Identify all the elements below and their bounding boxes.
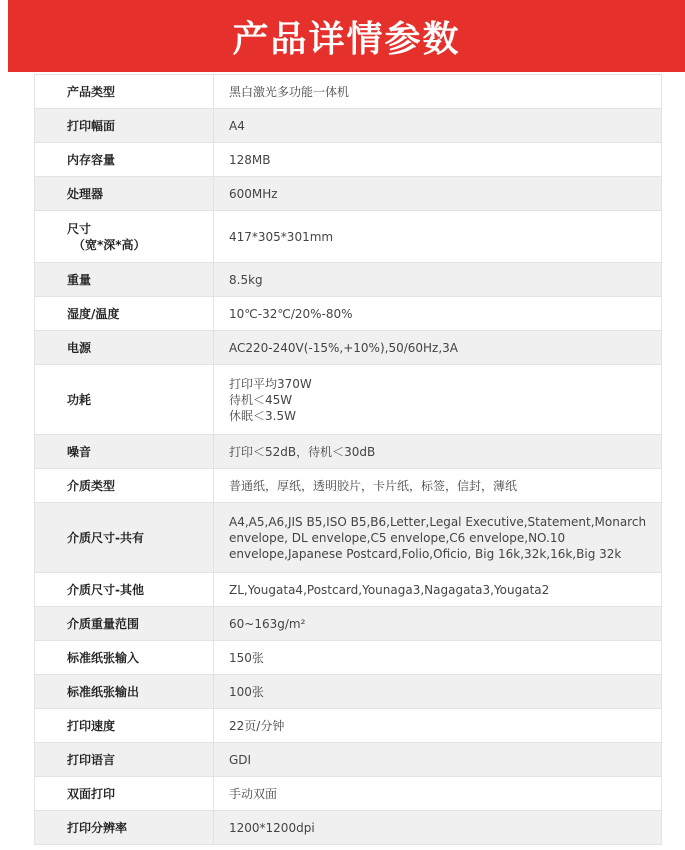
spec-row bbox=[35, 709, 662, 743]
spec-label-cell bbox=[35, 211, 214, 263]
spec-row bbox=[35, 331, 662, 365]
spec-value: 手动双面 bbox=[214, 777, 662, 811]
spec-row bbox=[35, 743, 662, 777]
spec-value: ZL,Yougata4,Postcard,Younaga3,Nagagata3,Yougata2 bbox=[214, 573, 662, 607]
spec-label: 介质重量范围 bbox=[35, 607, 214, 641]
spec-row bbox=[35, 811, 662, 845]
spec-value: 417*305*301mm bbox=[214, 211, 662, 263]
spec-label: 打印幅面 bbox=[35, 109, 214, 143]
spec-value: A4,A5,A6,JIS B5,ISO B5,B6,Letter,Legal Executive,Statement,Monarch envelope, DL envelope,C5 envelope,C6 envelope,NO.10 envelope,Japanese Postcard,Folio,Oficio, Big 16k,32k,16k,Big 32k bbox=[214, 503, 662, 573]
spec-row bbox=[35, 469, 662, 503]
spec-value: 150张 bbox=[214, 641, 662, 675]
spec-value: AC220-240V(-15%,+10%),50/60Hz,3A bbox=[214, 331, 662, 365]
spec-label: 产品类型 bbox=[35, 75, 214, 109]
spec-label: 标准纸张输入 bbox=[35, 641, 214, 675]
spec-row bbox=[35, 365, 662, 435]
spec-label: 尺寸 bbox=[67, 221, 92, 236]
page-title: 产品详情参数 bbox=[232, 18, 461, 60]
spec-row bbox=[35, 503, 662, 573]
spec-row bbox=[35, 297, 662, 331]
spec-row bbox=[35, 435, 662, 469]
spec-value: 22页/分钟 bbox=[214, 709, 662, 743]
spec-value: 1200*1200dpi bbox=[214, 811, 662, 845]
spec-row bbox=[35, 675, 662, 709]
spec-row bbox=[35, 75, 662, 109]
spec-row bbox=[35, 641, 662, 675]
spec-value: 10℃-32℃/20%-80% bbox=[214, 297, 662, 331]
spec-label: 重量 bbox=[35, 263, 214, 297]
spec-label: 打印分辨率 bbox=[35, 811, 214, 845]
spec-row bbox=[35, 177, 662, 211]
spec-label: 湿度/温度 bbox=[35, 297, 214, 331]
spec-label: 噪音 bbox=[35, 435, 214, 469]
spec-row bbox=[35, 607, 662, 641]
spec-value: 黑白激光多功能一体机 bbox=[214, 75, 662, 109]
spec-row bbox=[35, 777, 662, 811]
spec-label: 介质类型 bbox=[35, 469, 214, 503]
spec-label: 功耗 bbox=[35, 365, 214, 435]
spec-label: 内存容量 bbox=[35, 143, 214, 177]
spec-value: 100张 bbox=[214, 675, 662, 709]
spec-value: 普通纸，厚纸，透明胶片，卡片纸，标签，信封，薄纸 bbox=[214, 469, 662, 503]
spec-value-line: 待机＜45W bbox=[229, 392, 293, 407]
spec-label: 打印速度 bbox=[35, 709, 214, 743]
spec-value: 128MB bbox=[214, 143, 662, 177]
spec-label: 标准纸张输出 bbox=[35, 675, 214, 709]
spec-row bbox=[35, 143, 662, 177]
spec-row bbox=[35, 263, 662, 297]
spec-label: 电源 bbox=[35, 331, 214, 365]
spec-value-line: 休眠＜3.5W bbox=[229, 408, 296, 423]
spec-value-line: 打印平均370W bbox=[229, 376, 312, 391]
spec-label: 打印语言 bbox=[35, 743, 214, 777]
spec-label: 介质尺寸-共有 bbox=[35, 503, 214, 573]
spec-row bbox=[35, 211, 662, 263]
spec-row bbox=[35, 573, 662, 607]
spec-value: 600MHz bbox=[214, 177, 662, 211]
header-banner bbox=[8, 0, 685, 72]
spec-value-lines bbox=[214, 365, 662, 435]
spec-label: 介质尺寸-其他 bbox=[35, 573, 214, 607]
spec-table bbox=[34, 74, 662, 845]
spec-value: 打印＜52dB，待机＜30dB bbox=[214, 435, 662, 469]
spec-row bbox=[35, 109, 662, 143]
spec-label: 处理器 bbox=[35, 177, 214, 211]
spec-value: A4 bbox=[214, 109, 662, 143]
spec-sublabel: （宽*深*高） bbox=[73, 237, 146, 252]
spec-label: 双面打印 bbox=[35, 777, 214, 811]
spec-value: 60~163g/m² bbox=[214, 607, 662, 641]
spec-value: 8.5kg bbox=[214, 263, 662, 297]
spec-value: GDI bbox=[214, 743, 662, 777]
